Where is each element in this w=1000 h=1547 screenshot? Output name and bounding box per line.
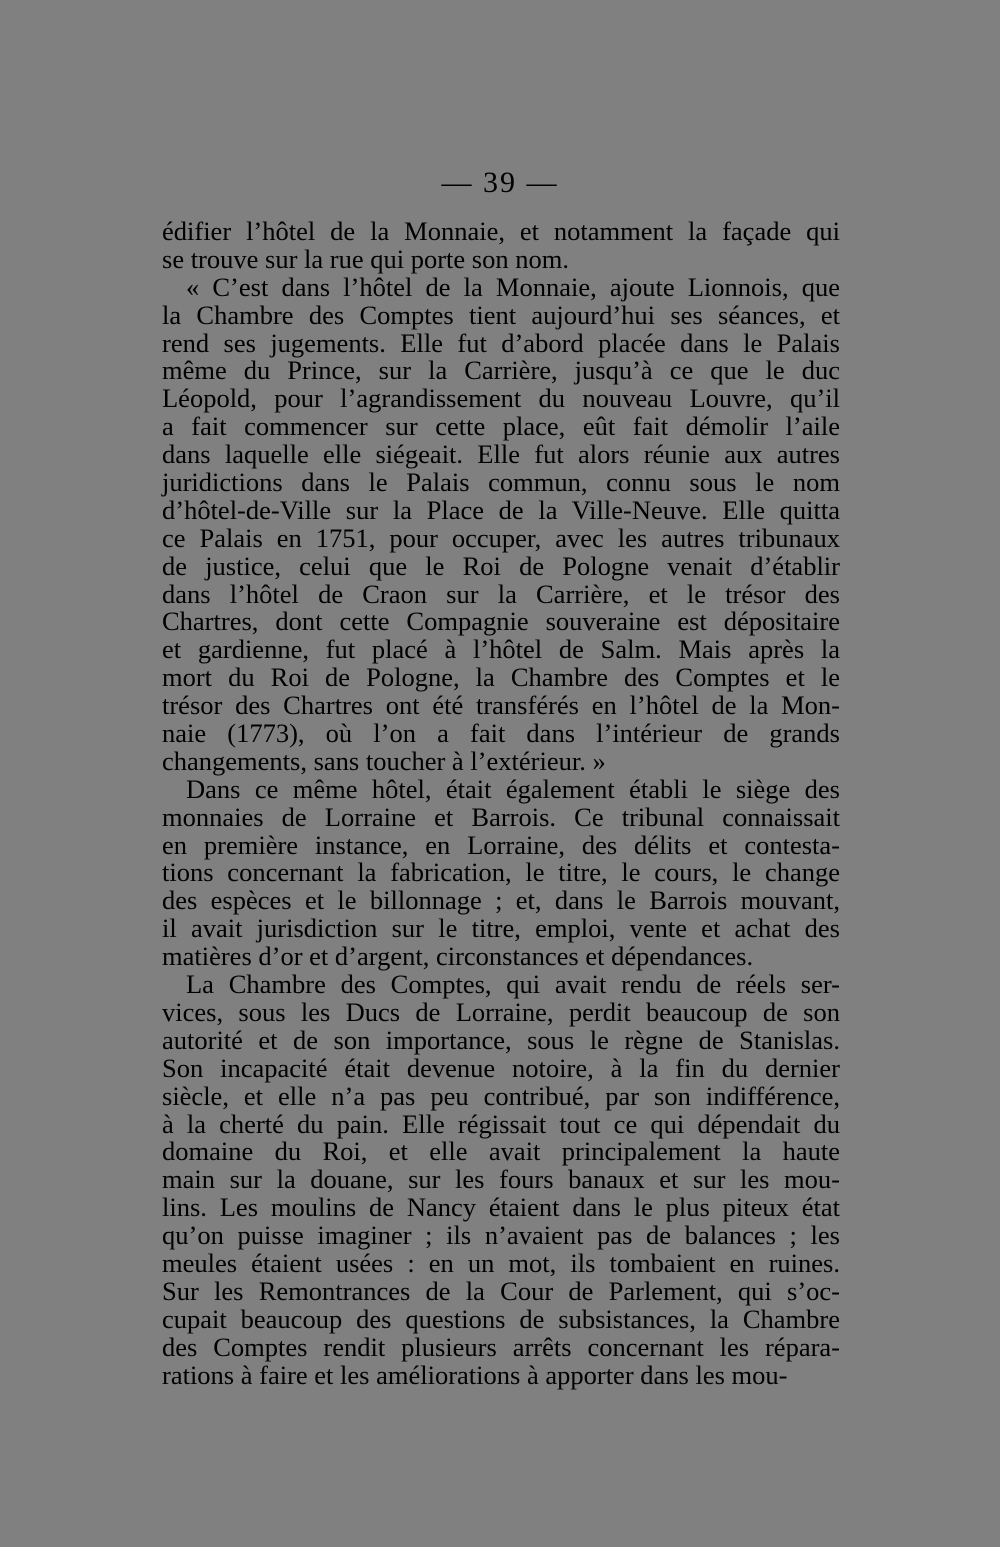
text-line: naie (1773), où l’on a fait dans l’intérieur de grands xyxy=(162,718,840,749)
text-line: édifier l’hôtel de la Monnaie, et notamment la façade qui xyxy=(162,216,840,246)
text-line: Dans ce même hôtel, était également établi le siège des xyxy=(186,773,840,804)
text-line: à la cherté du pain. Elle régissait tout ce qui dépendait du xyxy=(162,1108,840,1139)
page-number: — 39 — xyxy=(441,166,559,199)
text-line: dans laquelle elle siégeait. Elle fut alors réunie aux autres xyxy=(162,439,840,470)
text-line: « C’est dans l’hôtel de la Monnaie, ajoute Lionnois, que xyxy=(186,271,840,302)
text-line: vices, sous les Ducs de Lorraine, perdit beaucoup de son xyxy=(162,996,840,1027)
text-line: rations à faire et les améliorations à apporter dans les mou- xyxy=(162,1359,788,1390)
text-line: Son incapacité était devenue notoire, à la fin du dernier xyxy=(162,1052,840,1083)
text-line: monnaies de Lorraine et Barrois. Ce tribunal connaissait xyxy=(162,801,840,832)
text-line: cupait beaucoup des questions de subsistances, la Chambre xyxy=(162,1303,840,1334)
text-line: d’hôtel-de-Ville sur la Place de la Ville-Neuve. Elle quitta xyxy=(162,494,840,525)
text-line: Sur les Remontrances de la Cour de Parlement, qui s’oc- xyxy=(162,1275,840,1306)
text-line: Léopold, pour l’agrandissement du nouveau Louvre, qu’il xyxy=(162,383,840,414)
paragraph xyxy=(162,773,840,972)
text-line: siècle, et elle n’a pas peu contribué, par son indifférence, xyxy=(162,1080,840,1111)
text-line: Chartres, dont cette Compagnie souveraine est dépositaire xyxy=(162,606,840,637)
paragraph xyxy=(162,971,840,1389)
text-line: changements, sans toucher à l’extérieur. » xyxy=(162,745,606,776)
text-line: il avait jurisdiction sur le titre, emploi, vente et achat des xyxy=(162,913,840,944)
text-line: domaine du Roi, et elle avait principalement la haute xyxy=(162,1136,840,1167)
text-line: rend ses jugements. Elle fut d’abord placée dans le Palais xyxy=(162,327,840,358)
text-line: lins. Les moulins de Nancy étaient dans le plus piteux état xyxy=(162,1192,840,1223)
text-line: La Chambre des Comptes, qui avait rendu de réels ser- xyxy=(186,969,840,1000)
text-line: même du Prince, sur la Carrière, jusqu’à ce que le duc xyxy=(162,355,840,386)
text-line: autorité et de son importance, sous le règne de Stanislas. xyxy=(162,1024,840,1055)
text-line: meules étaient usées : en un mot, ils tombaient en ruines. xyxy=(162,1247,840,1278)
text-line: trésor des Chartres ont été transférés en l’hôtel de la Mon- xyxy=(162,690,840,721)
text-line: juridictions dans le Palais commun, connu sous le nom xyxy=(162,467,840,498)
text-line: ce Palais en 1751, pour occuper, avec les autres tribunaux xyxy=(162,522,840,553)
text-line: la Chambre des Comptes tient aujourd’hui ses séances, et xyxy=(162,299,840,330)
text-line: matières d’or et d’argent, circonstances et dépendances. xyxy=(162,941,754,972)
text-line: se trouve sur la rue qui porte son nom. xyxy=(162,243,569,274)
body-text xyxy=(162,218,840,1389)
text-line: et gardienne, fut placé à l’hôtel de Salm. Mais après la xyxy=(162,634,840,665)
text-line: de justice, celui que le Roi de Pologne venait d’établir xyxy=(162,550,840,581)
text-line: tions concernant la fabrication, le titre, le cours, le change xyxy=(162,857,840,888)
text-line: a fait commencer sur cette place, eût fait démolir l’aile xyxy=(162,411,840,442)
paragraph xyxy=(162,218,840,274)
text-line: des espèces et le billonnage ; et, dans le Barrois mouvant, xyxy=(162,885,840,916)
text-line: qu’on puisse imaginer ; ils n’avaient pas de balances ; les xyxy=(162,1220,840,1251)
text-line: des Comptes rendit plusieurs arrêts concernant les répara- xyxy=(162,1331,840,1362)
text-line: dans l’hôtel de Craon sur la Carrière, et le trésor des xyxy=(162,578,840,609)
paragraph xyxy=(162,271,840,776)
text-line: main sur la douane, sur les fours banaux et sur les mou- xyxy=(162,1164,840,1195)
text-line: mort du Roi de Pologne, la Chambre des Comptes et le xyxy=(162,662,840,693)
text-line: en première instance, en Lorraine, des délits et contesta- xyxy=(162,829,840,860)
